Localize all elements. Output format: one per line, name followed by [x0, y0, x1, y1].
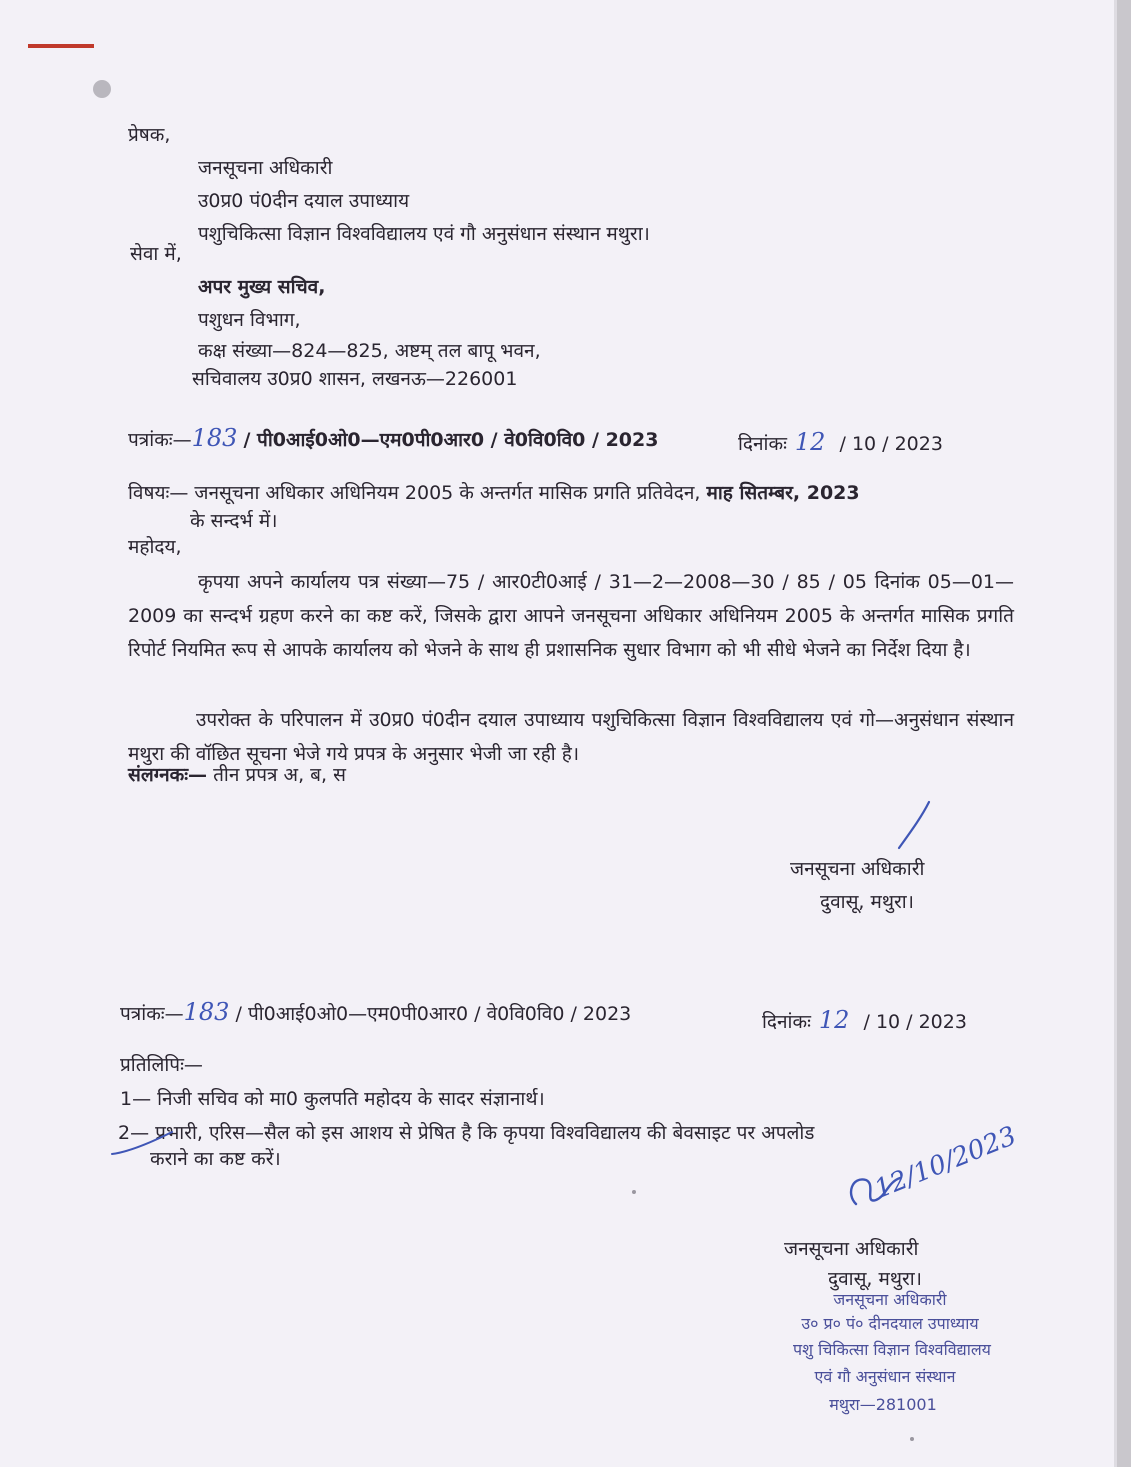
ref2-date-rest: / 10 / 2023	[863, 1011, 967, 1033]
sender-heading: प्रेषक,	[128, 124, 171, 146]
ref1-date	[738, 428, 943, 457]
recipient-line-1: अपर मुख्य सचिव,	[198, 276, 326, 298]
scanner-edge	[1117, 0, 1131, 1467]
ref2-handwritten-day: 12	[818, 1006, 850, 1034]
stamp-line-2: उ० प्र० पं० दीनदयाल उपाध्याय	[801, 1314, 979, 1333]
signature-handwritten-date: 12/10/2023	[870, 1120, 1021, 1205]
ref1-date-label: दिनांकः	[738, 433, 787, 455]
signature-stroke-1	[895, 800, 935, 852]
salutation: महोदय,	[128, 536, 182, 558]
scan-speck	[632, 1190, 636, 1194]
punch-hole	[93, 80, 111, 98]
recipient-line-3: कक्ष संख्या—824—825, अष्टम् तल बापू भवन,	[198, 340, 541, 362]
copy-heading: प्रतिलिपिः—	[120, 1054, 203, 1076]
signature-1-place: दुवासू, मथुरा।	[820, 891, 914, 913]
sender-line-2: उ0प्र0 पं0दीन दयाल उपाध्याय	[198, 190, 410, 212]
signature-2-place: दुवासू, मथुरा।	[828, 1268, 922, 1290]
subject-line-2: के सन्दर्भ में।	[190, 510, 278, 532]
ref1-handwritten-day: 12	[794, 428, 826, 456]
copy-item-1: 1— निजी सचिव को मा0 कुलपति महोदय के सादर संज्ञानार्थ।	[120, 1088, 545, 1110]
subject-bold: माह सितम्बर, 2023	[706, 482, 860, 504]
stamp-line-3: पशु चिकित्सा विज्ञान विश्वविद्यालय	[793, 1340, 991, 1359]
stamp-line-5: मथुरा—281001	[829, 1395, 937, 1414]
enclosure-label: संलग्नकः—	[128, 764, 208, 786]
recipient-line-4: सचिवालय उ0प्र0 शासन, लखनऊ—226001	[192, 368, 518, 390]
signature-2-title: जनसूचना अधिकारी	[784, 1238, 919, 1260]
recipient-heading: सेवा में,	[130, 243, 182, 265]
ref1-suffix: / पी0आई0ओ0—एम0पी0आर0 / वे0वि0वि0 / 2023	[243, 429, 659, 451]
ref2-suffix: / पी0आई0ओ0—एम0पी0आर0 / वे0वि0वि0 / 2023	[235, 1003, 632, 1025]
enclosure-line	[128, 764, 346, 787]
reference-line-1	[128, 424, 658, 453]
signature-1-title: जनसूचना अधिकारी	[790, 858, 925, 880]
subject-text: जनसूचना अधिकार अधिनियम 2005 के अन्तर्गत मासिक प्रगति प्रतिवेदन,	[194, 482, 701, 504]
subject-label: विषयः—	[128, 482, 189, 504]
copy-item-2-line-2: कराने का कष्ट करें।	[150, 1148, 281, 1170]
ref1-label: पत्रांकः—	[128, 429, 192, 451]
copy-item-2-line-1: 2— प्रभारी, एरिस—सैल को इस आशय से प्रेषित है कि कृपया विश्वविद्यालय की बेवसाइट पर अपलोड	[118, 1122, 815, 1144]
subject-line-1	[128, 482, 860, 505]
red-pen-mark	[28, 44, 94, 48]
scan-speck	[910, 1437, 914, 1441]
reference-line-2	[120, 998, 631, 1027]
ref1-date-rest: / 10 / 2023	[839, 433, 943, 455]
pen-underline-mark	[108, 1128, 178, 1158]
ref2-date-label: दिनांकः	[762, 1011, 811, 1033]
enclosure-text: तीन प्रपत्र अ, ब, स	[213, 764, 346, 786]
stamp-line-1: जनसूचना अधिकारी	[833, 1290, 947, 1309]
ref1-handwritten-number: 183	[191, 424, 238, 452]
body-paragraph-1: कृपया अपने कार्यालय पत्र संख्या—75 / आर0टी0आई / 31—2—2008—30 / 85 / 05 दिनांक 05—01—2009 का सन्दर्भ ग्रहण करने का कष्ट करें, जिसके द्वारा आपने जनसूचना अधिकार अधिनियम 2005 के अन्तर्गत मासिक प्रगति रिपोर्ट नियमित रूप से आपके कार्यालय को भेजने के साथ ही प्रशासनिक सुधार विभाग को भी सीधे भेजने का निर्देश दिया है।	[128, 571, 1014, 661]
recipient-line-2: पशुधन विभाग,	[198, 309, 301, 331]
sender-line-1: जनसूचना अधिकारी	[198, 157, 333, 179]
ref2-label: पत्रांकः—	[120, 1003, 184, 1025]
stamp-line-4: एवं गौ अनुसंधान संस्थान	[814, 1367, 956, 1386]
ref2-date	[762, 1006, 967, 1035]
sender-line-3: पशुचिकित्सा विज्ञान विश्वविद्यालय एवं गौ अनुसंधान संस्थान मथुरा।	[198, 223, 650, 245]
body-paragraph-2: उपरोक्त के परिपालन में उ0प्र0 पं0दीन दयाल उपाध्याय पशुचिकित्सा विज्ञान विश्वविद्यालय एवं गो—अनुसंधान संस्थान मथुरा की वॉछित सूचना भेजे गये प्रपत्र के अनुसार भेजी जा रही है।	[128, 709, 1014, 765]
ref2-handwritten-number: 183	[183, 998, 230, 1026]
